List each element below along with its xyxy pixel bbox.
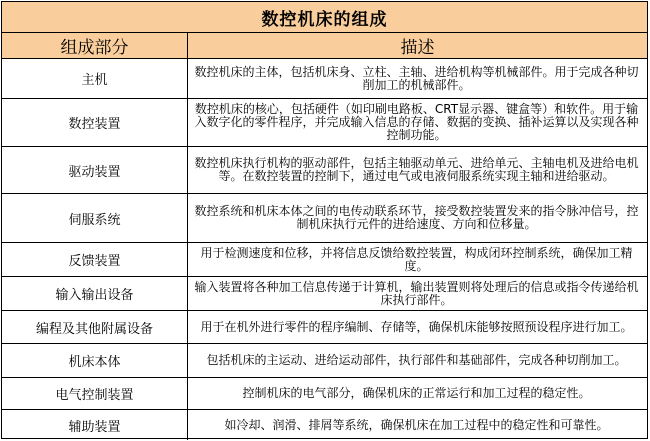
table-row — [2, 194, 647, 243]
table-row — [2, 243, 647, 277]
description-cell: 用于检测速度和位移，并将信息反馈给数控装置，构成闭环控制系统，确保加工精度。 — [200, 245, 633, 273]
table-row — [2, 311, 647, 344]
part-cell: 电气控制装置 — [2, 378, 188, 409]
description-cell: 如冷却、润滑、排屑等系统，确保机床在加工过程中的稳定性和可靠性。 — [224, 417, 609, 432]
part-cell: 伺服系统 — [2, 194, 188, 242]
table-row — [2, 410, 647, 440]
header-description: 描述 — [400, 38, 435, 58]
table-row — [2, 59, 647, 99]
description-cell: 数控机床执行机构的驱动部件，包括主轴驱动单元、进给单元、主轴电机及进给电机等。在数控装置的控制下，通过电气或电液伺服系统实现主轴和进给驱动。 — [194, 156, 639, 183]
part-cell: 编程及其他附属设备 — [2, 311, 188, 343]
description-cell: 控制机床的电气部分，确保机床的正常运行和加工过程的稳定性。 — [242, 386, 591, 400]
part-cell: 辅助装置 — [2, 410, 188, 440]
description-cell: 输入装置将各种加工信息传递于计算机，输出装置则将处理后的信息或指令传递给机床执行部件。 — [194, 279, 639, 307]
description-cell: 数控系统和机床本体之间的电传动联系环节，接受数控装置发来的指令脉冲信号，控制机床执行元件的进给速度、方向和位移量。 — [194, 204, 639, 231]
part-cell: 机床本体 — [2, 344, 188, 377]
table-row — [2, 99, 647, 147]
part-cell: 反馈装置 — [2, 243, 188, 276]
components-table — [1, 1, 648, 439]
table-header-row — [2, 33, 647, 59]
part-cell: 输入输出设备 — [2, 277, 188, 310]
description-cell: 用于在机外进行零件的程序编制、存储等，确保机床能够按照预设程序进行加工。 — [200, 319, 633, 334]
table-row — [2, 378, 647, 410]
description-cell: 数控机床的主体，包括机床身、立柱、主轴、进给机构等机械部件。用于完成各种切削加工的机械部件。 — [194, 64, 639, 92]
part-cell: 主机 — [2, 59, 188, 98]
table-row — [2, 277, 647, 311]
description-cell: 包括机床的主运动、进给运动部件，执行部件和基础部件，完成各种切削加工。 — [206, 353, 627, 367]
table-title: 数控机床的组成 — [2, 2, 647, 33]
part-cell: 驱动装置 — [2, 147, 188, 193]
part-cell: 数控装置 — [2, 99, 188, 146]
table-row — [2, 344, 647, 378]
table-row — [2, 147, 647, 194]
header-part: 组成部分 — [2, 33, 188, 58]
description-cell: 数控机床的核心，包括硬件（如印刷电路板、CRT显示器、键盒等）和软件。用于输入数字化的零件程序，并完成输入信息的存储、数据的变换、插补运算以及实现各种控制功能。 — [194, 102, 639, 142]
